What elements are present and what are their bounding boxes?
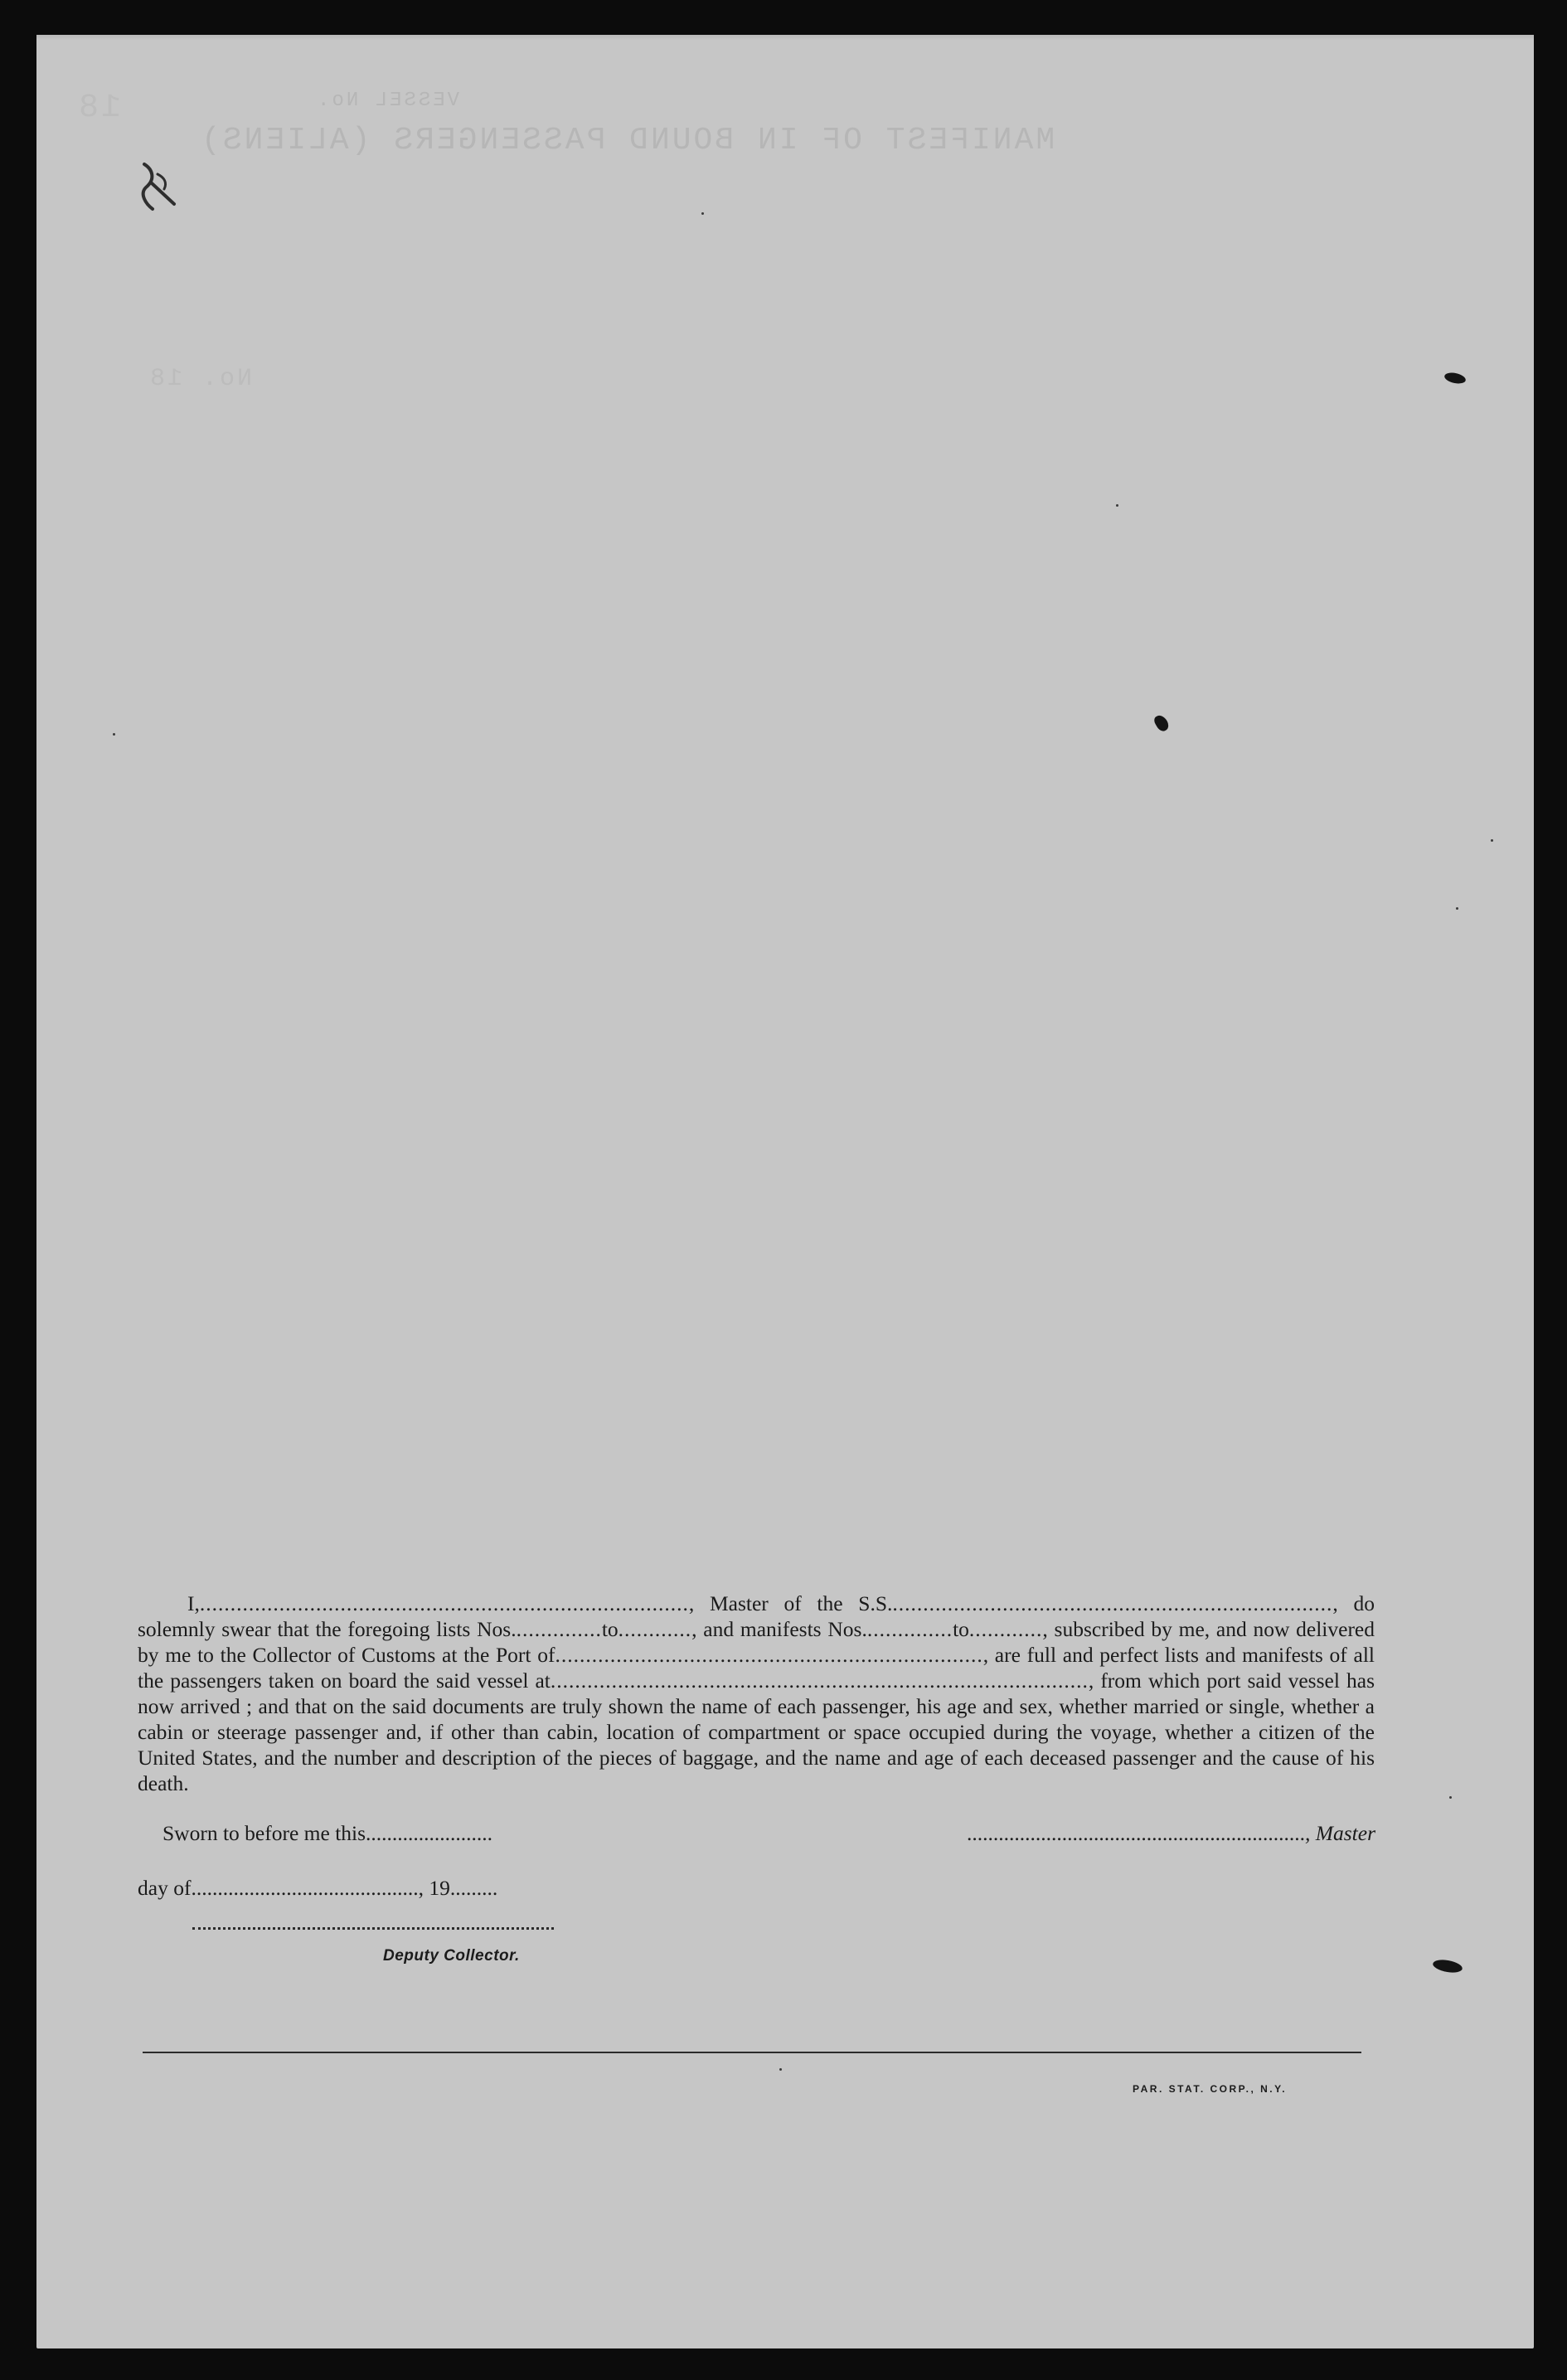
oath-text-vessel-at: , are full and perfect lists and manifests of all the passengers taken on board the said vessel at	[138, 1643, 1375, 1693]
oath-text-master-of-ss: , Master of the S.S.	[688, 1591, 893, 1615]
printer-imprint: PAR. STAT. CORP., N.Y.	[1133, 2083, 1288, 2095]
masters-oath-paragraph	[138, 1591, 1375, 1796]
oath-text-to: to	[953, 1617, 969, 1641]
year-blank: .........	[449, 1876, 498, 1900]
day-of-label: day of	[138, 1876, 192, 1900]
lists-to-blank: ............	[618, 1617, 692, 1641]
speck	[1491, 839, 1493, 842]
sworn-before-line	[163, 1821, 492, 1846]
footer-rule	[143, 2052, 1361, 2053]
year-label: , 19	[418, 1876, 450, 1900]
lists-from-blank: ..............	[516, 1617, 602, 1641]
speck	[1116, 504, 1118, 507]
speck	[1456, 907, 1458, 910]
manifests-to-blank: ............	[968, 1617, 1043, 1641]
vessel-name-blank: ........................................................................	[892, 1591, 1333, 1615]
bleed-through-list-number: No. 18	[148, 365, 253, 393]
sworn-date-blank: ........................	[366, 1821, 493, 1845]
day-of-line	[138, 1876, 497, 1901]
oath-opening-i: I,	[187, 1591, 200, 1615]
master-signature-label: , Master	[1305, 1821, 1375, 1845]
document-page	[36, 35, 1534, 2348]
port-blank: ......................................................................	[555, 1643, 983, 1667]
bleed-through-manifest-title: MANIFEST OF IN BOUND PASSENGERS (ALIENS)	[199, 123, 1055, 158]
bleed-through-vessel-number: VESSEL No.	[315, 90, 460, 112]
sworn-label: Sworn to before me this	[163, 1821, 366, 1845]
page-edge-shadow	[36, 35, 1534, 40]
pencil-annotation-mark	[134, 158, 184, 216]
speck	[779, 2068, 782, 2071]
deputy-signature-blank	[192, 1927, 554, 1930]
master-signature-line	[875, 1821, 1375, 1846]
oath-text-to: to	[601, 1617, 619, 1641]
month-blank: ...........................................	[191, 1876, 419, 1900]
speck	[113, 733, 115, 736]
oath-text-closing: , from which port said vessel has now arrived ; and that on the said documents are truly shown the name of each passenger, his age and sex, whether married or single, whether a cabin or steerage passenger and, if other than cabin, location of compartment or space occupied during the voyage, whether a citizen of the United States, and the number and description of the pieces of baggage, and the name and age of each deceased passenger and the cause of his death.	[138, 1668, 1375, 1795]
deputy-collector-label: Deputy Collector.	[383, 1947, 520, 1965]
speck	[701, 212, 704, 215]
speck	[1449, 1796, 1452, 1799]
oath-text-swear-lists: , do solemnly swear that the foregoing lists Nos.	[138, 1591, 1375, 1641]
bleed-through-margin-number: 18	[76, 90, 122, 127]
manifests-from-blank: ..............	[866, 1617, 953, 1641]
departure-port-blank: ........................................................................................	[550, 1668, 1089, 1693]
master-signature-blank: ................................................................	[967, 1821, 1305, 1845]
master-name-blank: ................................................................................	[199, 1591, 689, 1615]
oath-text-port-of: , subscribed by me, and now delivered by me to the Collector of Customs at the Port of	[138, 1617, 1375, 1667]
oath-text-manifests: , and manifests Nos.	[691, 1617, 867, 1641]
